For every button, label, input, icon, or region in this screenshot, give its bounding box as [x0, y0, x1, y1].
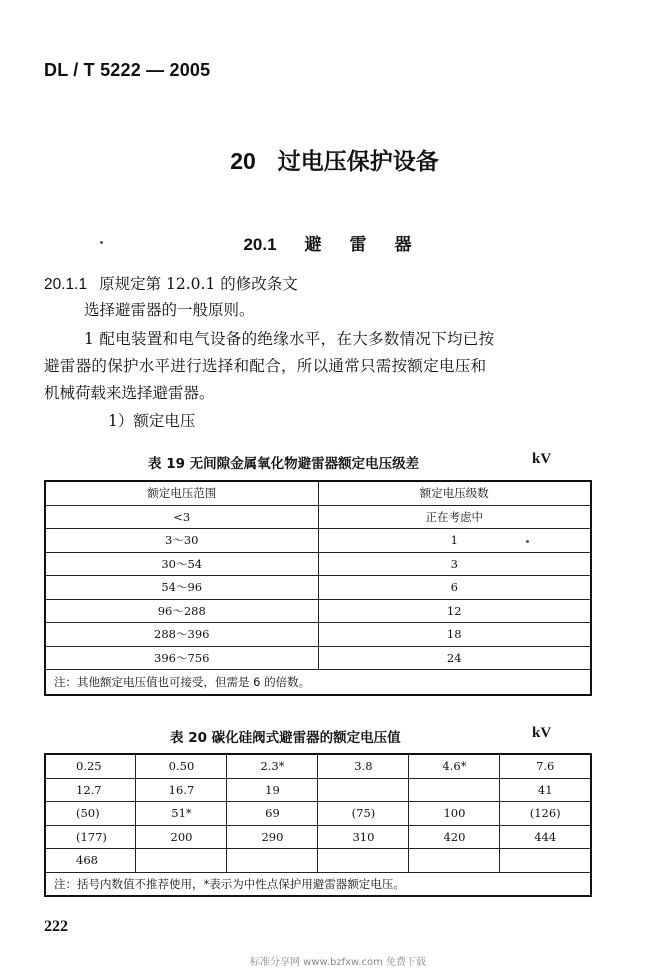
table-cell: 19: [227, 778, 318, 802]
table19-unit: kV: [532, 451, 552, 467]
subitem-rated-voltage: 1）额定电压: [108, 412, 196, 430]
table-cell: 3～30: [45, 529, 318, 553]
table-cell: (75): [318, 802, 409, 826]
table-row: [45, 623, 591, 647]
chapter-heading: [0, 143, 669, 176]
table-row: [45, 825, 591, 849]
table19: [44, 480, 592, 696]
table-cell: 4.6*: [409, 754, 500, 778]
table-row: [45, 802, 591, 826]
table-cell: 24: [318, 646, 591, 670]
table19-note: 注：其他额定电压值也可接受，但需是 6 的倍数。: [45, 670, 591, 696]
table-cell: 100: [409, 802, 500, 826]
table-cell: 54～96: [45, 576, 318, 600]
table20-unit: kV: [532, 725, 552, 741]
clause-title: 原规定第 12.0.1 的修改条文: [99, 275, 298, 293]
table-cell: 444: [500, 825, 591, 849]
table-cell: <3: [45, 505, 318, 529]
table-note-row: [45, 872, 591, 896]
table-cell: 3.8: [318, 754, 409, 778]
table-cell: 290: [227, 825, 318, 849]
table-cell: 30～54: [45, 552, 318, 576]
table20: [44, 753, 592, 897]
table-cell: [318, 849, 409, 873]
chapter-number: 20: [230, 148, 256, 174]
table-cell: [500, 849, 591, 873]
table-cell: 3: [318, 552, 591, 576]
item1-line1: 1 配电装置和电气设备的绝缘水平，在大多数情况下均已按: [84, 330, 495, 348]
table-cell: 12.7: [45, 778, 136, 802]
table-row: [45, 849, 591, 873]
table-cell: [136, 849, 227, 873]
table-row: [45, 778, 591, 802]
table-cell: 200: [136, 825, 227, 849]
section-title-char: 避: [304, 235, 322, 255]
table-cell: [409, 778, 500, 802]
table-row: [45, 599, 591, 623]
table-cell: 69: [227, 802, 318, 826]
table-cell: [409, 849, 500, 873]
section-title-char: 雷: [349, 235, 367, 255]
table-cell: 288～396: [45, 623, 318, 647]
table-cell: 41: [500, 778, 591, 802]
table20-caption: 表 20 碳化硅阀式避雷器的额定电压值: [170, 730, 401, 746]
table-cell: 0.25: [45, 754, 136, 778]
table-cell: 51*: [136, 802, 227, 826]
table-cell: 96～288: [45, 599, 318, 623]
item1-line2: 避雷器的保护水平进行选择和配合，所以通常只需按额定电压和: [44, 357, 487, 375]
table-row: [45, 529, 591, 553]
standard-code: DL / T 5222 — 2005: [44, 60, 211, 80]
table-cell: 310: [318, 825, 409, 849]
table-cell: 16.7: [136, 778, 227, 802]
watermark: 标准分享网 www.bzfxw.com 免费下载: [250, 957, 426, 968]
chapter-title: 过电压保护设备: [277, 149, 439, 175]
table-cell: 468: [45, 849, 136, 873]
scan-speck: [526, 540, 529, 543]
clause-number: 20.1.1: [44, 276, 88, 293]
clause-heading: [44, 273, 298, 296]
table-cell: 正在考虑中: [318, 505, 591, 529]
table-note-row: [45, 670, 591, 696]
table19-caption: 表 19 无间隙金属氧化物避雷器额定电压级差: [148, 456, 420, 472]
table-cell: [227, 849, 318, 873]
item1-line3: 机械荷载来选择避雷器。: [44, 384, 215, 402]
section-title-char: 器: [394, 235, 412, 255]
table-cell: (126): [500, 802, 591, 826]
table-cell: 1: [318, 529, 591, 553]
table-cell: (50): [45, 802, 136, 826]
table-row: [45, 505, 591, 529]
table-cell: 12: [318, 599, 591, 623]
table-cell: 6: [318, 576, 591, 600]
table20-note: 注：括号内数值不推荐使用，*表示为中性点保护用避雷器额定电压。: [45, 872, 591, 896]
section-number: 20.1: [243, 235, 277, 254]
table-cell: [318, 778, 409, 802]
table-row: [45, 646, 591, 670]
page-number: 222: [44, 918, 68, 935]
section-heading: [0, 230, 669, 255]
table-cell: 7.6: [500, 754, 591, 778]
table-cell: (177): [45, 825, 136, 849]
table-row: [45, 552, 591, 576]
table-cell: 2.3*: [227, 754, 318, 778]
table-cell: 18: [318, 623, 591, 647]
table-header-cell: 额定电压级数: [318, 481, 591, 505]
table-cell: 396～756: [45, 646, 318, 670]
table-row: [45, 754, 591, 778]
table-header-row: [45, 481, 591, 505]
table-cell: 0.50: [136, 754, 227, 778]
table-header-cell: 额定电压范围: [45, 481, 318, 505]
table-row: [45, 576, 591, 600]
table-cell: 420: [409, 825, 500, 849]
clause-intro: 选择避雷器的一般原则。: [84, 301, 255, 319]
